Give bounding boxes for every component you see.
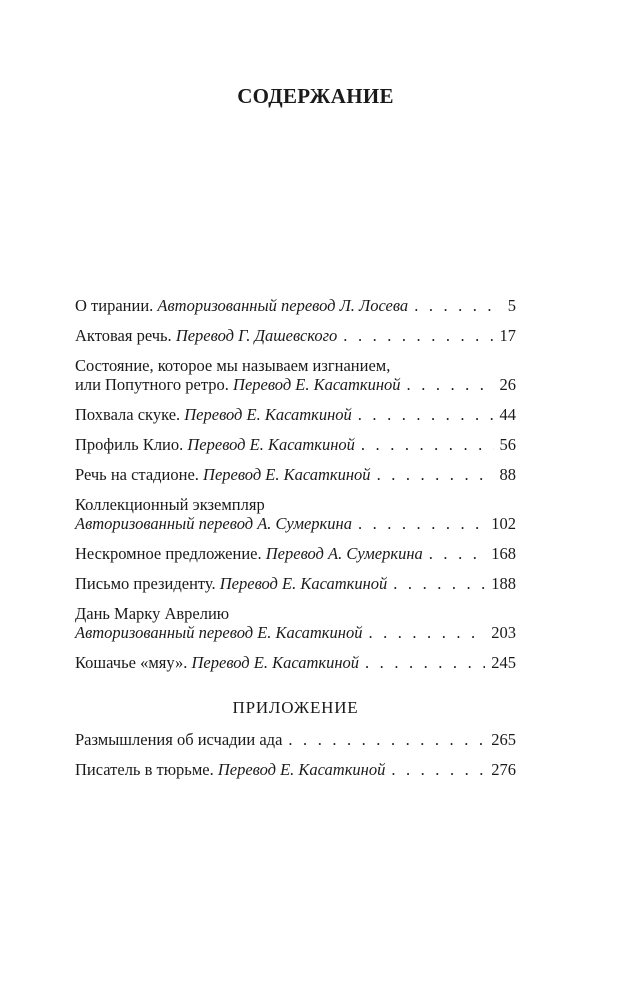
toc-entry-4[interactable]	[75, 405, 516, 424]
dot-leader	[377, 465, 494, 484]
entry-page-number: 26	[499, 375, 516, 394]
entry-translator: Перевод Е. Касаткиной	[191, 653, 360, 672]
toc-entry-3[interactable]	[75, 356, 516, 394]
toc-entry-7[interactable]	[75, 495, 516, 533]
entry-title: Речь на стадионе.	[75, 465, 199, 484]
entry-title: Актовая речь.	[75, 326, 172, 345]
toc-entry-1[interactable]	[75, 296, 516, 315]
entry-translator: Перевод Е. Касаткиной	[233, 375, 401, 394]
entry-page-number: 203	[491, 623, 516, 642]
entry-page-number: 188	[491, 574, 516, 593]
entry-title: О тирании.	[75, 296, 154, 315]
dot-leader	[429, 544, 485, 563]
dot-leader	[358, 405, 494, 424]
dot-leader	[365, 653, 485, 672]
entry-page-number: 245	[491, 653, 516, 672]
entry-page-number: 5	[507, 296, 516, 315]
entry-title: Писатель в тюрьме.	[75, 760, 214, 779]
toc-entry-8[interactable]	[75, 544, 516, 563]
toc-entry-11[interactable]	[75, 653, 516, 672]
entry-translator: Перевод А. Сумеркина	[265, 544, 423, 563]
toc-entry-10[interactable]	[75, 604, 516, 642]
appendix-entry-2[interactable]	[75, 760, 516, 779]
entry-title: Кошачье «мяу».	[75, 653, 188, 672]
entry-page-number: 102	[491, 514, 516, 533]
entry-translator: Перевод Е. Касаткиной	[217, 760, 386, 779]
entry-page-number: 56	[499, 435, 516, 454]
entry-title: Похвала скуке.	[75, 405, 181, 424]
appendix-entry-1[interactable]	[75, 730, 516, 749]
dot-leader	[368, 623, 485, 642]
entry-translator: Перевод Е. Касаткиной	[219, 574, 388, 593]
dot-leader	[414, 296, 502, 315]
entry-page-number: 17	[499, 326, 516, 345]
toc-entry-6[interactable]	[75, 465, 516, 484]
dot-leader	[358, 514, 485, 533]
dot-leader	[361, 435, 494, 454]
table-of-contents	[75, 296, 516, 790]
entry-translator: Перевод Е. Касаткиной	[184, 405, 352, 424]
entry-title-first-line: Коллекционный экземпляр	[75, 495, 265, 514]
dot-leader	[393, 574, 485, 593]
entry-title: или Попутного ретро.	[75, 375, 229, 394]
entry-page-number: 168	[491, 544, 516, 563]
entry-title-first-line: Состояние, которое мы называем изгнанием,	[75, 356, 391, 375]
entry-page-number: 265	[491, 730, 516, 749]
entry-title: Письмо президенту.	[75, 574, 216, 593]
entry-title-first-line: Дань Марку Аврелию	[75, 604, 230, 623]
appendix-heading: ПРИЛОЖЕНИЕ	[232, 698, 359, 717]
entry-title: Нескромное предложение.	[75, 544, 262, 563]
entry-page-number: 44	[499, 405, 516, 424]
page-title: СОДЕРЖАНИЕ	[237, 84, 394, 108]
entry-page-number: 88	[499, 465, 516, 484]
entry-title: Профиль Клио.	[75, 435, 184, 454]
entry-translator: Авторизованный перевод Е. Касаткиной	[75, 623, 363, 642]
entry-translator: Перевод Е. Касаткиной	[203, 465, 371, 484]
entry-translator: Перевод Е. Касаткиной	[187, 435, 355, 454]
entry-title: Размышления об исчадии ада	[75, 730, 283, 749]
entry-translator: Авторизованный перевод Л. Лосева	[157, 296, 409, 315]
entry-translator: Перевод Г. Дашевского	[175, 326, 338, 345]
dot-leader	[391, 760, 485, 779]
dot-leader	[407, 375, 494, 394]
toc-entry-9[interactable]	[75, 574, 516, 593]
dot-leader	[288, 730, 485, 749]
entry-page-number: 276	[491, 760, 516, 779]
toc-entry-2[interactable]	[75, 326, 516, 345]
dot-leader	[343, 326, 493, 345]
entry-translator: Авторизованный перевод А. Сумеркина	[75, 514, 352, 533]
toc-entry-5[interactable]	[75, 435, 516, 454]
